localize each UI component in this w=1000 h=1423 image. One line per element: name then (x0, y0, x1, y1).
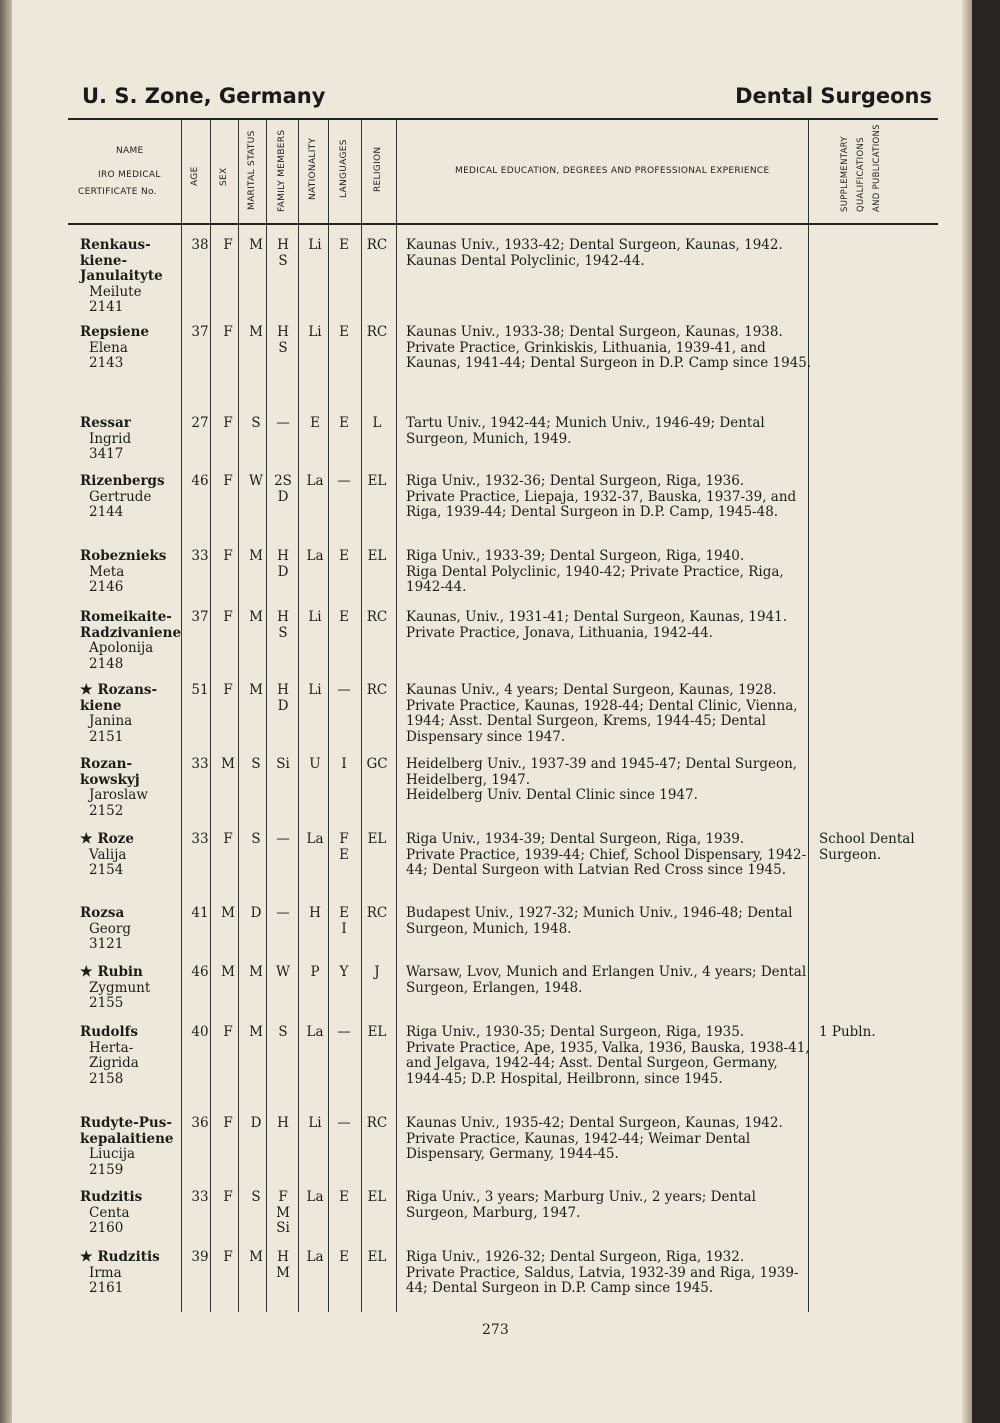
education-cell (406, 610, 812, 641)
age-cell: 27 (191, 415, 209, 431)
family-cell: W (276, 964, 290, 980)
languages-cell: — (337, 1115, 351, 1131)
certificate-number: 2159 (89, 1161, 124, 1178)
star-icon: ★ (80, 964, 98, 980)
family-cell: 2S D (274, 473, 292, 505)
education-cell (406, 416, 812, 447)
family-cell: H S (277, 324, 289, 356)
education-cell (406, 832, 812, 879)
religion-cell: RC (366, 609, 388, 625)
religion-cell: EL (367, 1249, 387, 1265)
education-line: Kaunas, Univ., 1931-41; Dental Surgeon, Kaunas, 1941. (406, 609, 788, 625)
surname-line: Rudzitis (80, 1189, 143, 1205)
family-cell: Si (276, 756, 290, 772)
name-cell (80, 474, 188, 521)
name-cell (80, 1116, 188, 1178)
languages-cell: E I (339, 905, 349, 937)
education-line: Budapest Univ., 1927-32; Munich Univ., 1946-48; Dental Surgeon, Munich, 1948. (406, 905, 793, 937)
given-name: Georg (89, 920, 131, 937)
name-cell (80, 757, 188, 819)
surname-line: kowskyj (80, 771, 140, 788)
col-head-supp-3: AND PUBLICATIONS (872, 124, 882, 212)
education-line: Private Practice, Liepaja, 1932-37, Bauska, 1937-39, and Riga, 1939-44; Dental Surgeon in D.P. Camp, 1945-48. (406, 488, 797, 520)
certificate-number: 2151 (89, 728, 124, 745)
certificate-number: 2143 (89, 355, 124, 371)
given-name: Janina (89, 713, 133, 729)
sex-cell: M (221, 964, 235, 980)
religion-cell: J (374, 964, 380, 980)
given-name: Ingrid (89, 430, 132, 447)
nationality-cell: P (310, 964, 320, 980)
marital-cell: M (249, 964, 263, 980)
education-cell (406, 1025, 812, 1087)
education-line: Riga Univ., 1934-39; Dental Surgeon, Riga, 1939. (406, 831, 745, 847)
certificate-number: 2148 (89, 655, 124, 672)
religion-cell: L (372, 415, 382, 431)
education-cell (406, 1190, 812, 1221)
family-cell: H D (277, 682, 289, 714)
age-cell: 33 (191, 548, 209, 564)
education-line: Riga Dental Polyclinic, 1940-42; Private Practice, Riga, 1942-44. (406, 563, 784, 595)
languages-cell: E (339, 1249, 349, 1265)
education-line: Riga Univ., 1933-39; Dental Surgeon, Riga, 1940. (406, 548, 745, 564)
star-icon: ★ (80, 831, 98, 847)
education-line: Private Practice, Jonava, Lithuania, 1942-44. (406, 624, 713, 641)
col-head-religion: RELIGION (373, 146, 383, 192)
marital-cell: D (250, 1115, 262, 1131)
languages-cell: — (337, 473, 351, 489)
languages-cell: — (337, 682, 351, 698)
religion-cell: RC (366, 1115, 388, 1131)
certificate-number: 2144 (89, 504, 124, 520)
education-line: Kaunas Univ., 1933-42; Dental Surgeon, Kaunas, 1942. (406, 237, 783, 253)
sex-cell: F (223, 1024, 233, 1040)
religion-cell: RC (366, 682, 388, 698)
certificate-number: 2158 (89, 1070, 124, 1087)
document-page (12, 0, 972, 1423)
education-cell (406, 683, 812, 745)
family-cell: F M Si (276, 1189, 290, 1236)
education-line: Warsaw, Lvov, Munich and Erlangen Univ., 4 years; Dental Surgeon, Erlangen, 1948. (406, 964, 807, 996)
name-cell (80, 325, 188, 372)
education-cell (406, 757, 812, 804)
education-cell (406, 474, 812, 521)
education-cell (406, 549, 812, 596)
marital-cell: M (249, 1024, 263, 1040)
name-cell (80, 906, 188, 953)
age-cell: 37 (191, 609, 209, 625)
education-line: Riga Univ., 1932-36; Dental Surgeon, Riga, 1936. (406, 473, 745, 489)
col-head-sex: SEX (219, 167, 229, 186)
given-name: Jaroslaw (89, 787, 148, 803)
certificate-number: 2141 (89, 299, 124, 315)
education-line: Private Practice, Kaunas, 1942-44; Weimar Dental Dispensary, Germany, 1944-45. (406, 1130, 751, 1162)
age-cell: 39 (191, 1249, 209, 1265)
surname-line: Rudyte-Pus- (80, 1115, 172, 1131)
sex-cell: F (223, 831, 233, 847)
sex-cell: F (223, 473, 233, 489)
surname-line: ★ Rozans- (80, 682, 158, 698)
surname-line: ★ Rubin (80, 964, 143, 980)
family-cell: — (276, 831, 290, 847)
surname-line: Rizenbergs (80, 473, 165, 489)
col-head-supp-1: SUPPLEMENTARY (840, 136, 850, 212)
certificate-number: 2155 (89, 995, 124, 1011)
surname-line: Robeznieks (80, 548, 167, 564)
col-head-name: NAME (116, 146, 144, 156)
certificate-number: 3417 (89, 446, 124, 462)
education-line: Riga Univ., 3 years; Marburg Univ., 2 years; Dental Surgeon, Marburg, 1947. (406, 1189, 756, 1221)
sex-cell: F (223, 1189, 233, 1205)
col-head-supp-2: QUALIFICATIONS (856, 137, 866, 212)
surname-line: ★ Rudzitis (80, 1249, 160, 1265)
surname-line: kiene (80, 697, 122, 714)
page-edge (962, 0, 972, 1423)
family-cell: H (277, 1115, 289, 1131)
education-cell (406, 238, 812, 269)
surname-line: Repsiene (80, 324, 149, 340)
age-cell: 38 (191, 237, 209, 253)
education-line: Private Practice, Ape, 1935, Valka, 1936, Bauska, 1938-41, and Jelgava, 1942-44; Asst. Dental Surgeon, Germany, 1944-45; D.P. Hospital, Heilbronn, since 1945. (406, 1039, 810, 1087)
religion-cell: GC (366, 756, 388, 772)
age-cell: 33 (191, 1189, 209, 1205)
name-cell (80, 832, 188, 879)
marital-cell: M (249, 682, 263, 698)
education-line: Private Practice, Kaunas, 1928-44; Dental Clinic, Vienna, 1944; Asst. Dental Surgeon, Krems, 1944-45; Dental Dispensary since 1947. (406, 697, 798, 745)
education-line: Kaunas Univ., 1933-38; Dental Surgeon, Kaunas, 1938. (406, 324, 783, 340)
star-icon: ★ (80, 1249, 98, 1265)
marital-cell: M (249, 324, 263, 340)
nationality-cell: Li (308, 682, 322, 698)
col-divider (396, 120, 397, 1312)
col-divider (238, 120, 239, 1312)
sex-cell: F (223, 1115, 233, 1131)
surname-line: Rudolfs (80, 1024, 139, 1040)
religion-cell: EL (367, 831, 387, 847)
marital-cell: S (251, 1189, 261, 1205)
certificate-number: 2161 (89, 1280, 124, 1296)
religion-cell: EL (367, 548, 387, 564)
age-cell: 46 (191, 964, 209, 980)
name-cell (80, 416, 188, 463)
marital-cell: S (251, 831, 261, 847)
marital-cell: S (251, 415, 261, 431)
given-name: Meta (89, 563, 125, 580)
given-name: Valija (89, 846, 127, 863)
education-line: Heidelberg Univ. Dental Clinic since 1947. (406, 787, 698, 803)
religion-cell: EL (367, 1024, 387, 1040)
sex-cell: M (221, 905, 235, 921)
surname-line: Renkaus- (80, 237, 151, 253)
education-line: Kaunas Dental Polyclinic, 1942-44. (406, 252, 645, 269)
education-line: Kaunas Univ., 1935-42; Dental Surgeon, Kaunas, 1942. (406, 1115, 783, 1131)
education-line: Private Practice, Saldus, Latvia, 1932-39 and Riga, 1939-44; Dental Surgeon in D.P. Camp since 1945. (406, 1264, 799, 1296)
surname-line: Janulaityte (80, 268, 163, 284)
languages-cell: E (339, 609, 349, 625)
languages-cell: E (339, 415, 349, 431)
age-cell: 36 (191, 1115, 209, 1131)
name-cell (80, 965, 188, 1012)
languages-cell: I (341, 756, 347, 772)
name-cell (80, 1190, 188, 1237)
marital-cell: S (251, 756, 261, 772)
given-name: Meilute (89, 283, 142, 300)
name-cell (80, 238, 188, 316)
languages-cell: E (339, 324, 349, 340)
marital-cell: W (249, 473, 263, 489)
religion-cell: EL (367, 1189, 387, 1205)
surname-line: kepalaitiene (80, 1130, 174, 1147)
religion-cell: RC (366, 324, 388, 340)
languages-cell: E (339, 237, 349, 253)
sex-cell: F (223, 415, 233, 431)
education-line: Private Practice, 1939-44; Chief, School Dispensary, 1942-44; Dental Surgeon with Latvian Red Cross since 1945. (406, 846, 807, 878)
col-head-marital: MARITAL STATUS (247, 130, 257, 210)
certificate-number: 2160 (89, 1220, 124, 1236)
running-header-right: Dental Surgeons (735, 84, 932, 108)
religion-cell: RC (366, 905, 388, 921)
nationality-cell: La (306, 1024, 324, 1040)
sex-cell: M (221, 756, 235, 772)
education-line: Tartu Univ., 1942-44; Munich Univ., 1946-49; Dental Surgeon, Munich, 1949. (406, 415, 765, 447)
education-cell (406, 1250, 812, 1297)
col-divider (266, 120, 267, 1312)
education-line: Private Practice, Grinkiskis, Lithuania, 1939-41, and Kaunas, 1941-44; Dental Surgeon in D.P. Camp since 1945. (406, 339, 812, 371)
given-name: Irma (89, 1264, 122, 1281)
age-cell: 33 (191, 831, 209, 847)
surname-line: Rozsa (80, 905, 125, 921)
name-cell (80, 683, 188, 745)
nationality-cell: E (310, 415, 320, 431)
age-cell: 46 (191, 473, 209, 489)
sex-cell: F (223, 237, 233, 253)
given-name: Elena (89, 339, 128, 356)
col-head-nationality: NATIONALITY (308, 137, 318, 200)
certificate-number: 2152 (89, 802, 124, 819)
given-name: Gertrude (89, 488, 152, 505)
nationality-cell: Li (308, 237, 322, 253)
religion-cell: RC (366, 237, 388, 253)
sex-cell: F (223, 548, 233, 564)
nationality-cell: Li (308, 609, 322, 625)
marital-cell: D (250, 905, 262, 921)
sex-cell: F (223, 324, 233, 340)
languages-cell: Y (339, 964, 349, 980)
col-divider (210, 120, 211, 1312)
nationality-cell: La (306, 1189, 324, 1205)
family-cell: S (278, 1024, 288, 1040)
supplementary-cell: School Dental Surgeon. (819, 831, 915, 863)
col-head-family: FAMILY MEMBERS (277, 129, 287, 212)
name-cell (80, 1025, 188, 1087)
education-cell (406, 965, 812, 996)
certificate-number: 3121 (89, 936, 124, 952)
family-cell: H S (277, 237, 289, 269)
certificate-number: 2154 (89, 862, 124, 878)
family-cell: — (276, 905, 290, 921)
nationality-cell: La (306, 1249, 324, 1265)
languages-cell: — (337, 1024, 351, 1040)
surname-line: Rozan- (80, 756, 133, 772)
family-cell: H S (277, 609, 289, 641)
age-cell: 40 (191, 1024, 209, 1040)
page-number: 273 (482, 1322, 509, 1338)
education-line: Riga Univ., 1930-35; Dental Surgeon, Riga, 1935. (406, 1024, 745, 1040)
given-name: Herta- Zigrida (89, 1039, 139, 1071)
languages-cell: E (339, 1189, 349, 1205)
marital-cell: M (249, 237, 263, 253)
family-cell: H M (276, 1249, 290, 1281)
name-cell (80, 610, 188, 672)
education-line: Riga Univ., 1926-32; Dental Surgeon, Riga, 1932. (406, 1249, 745, 1265)
age-cell: 51 (191, 682, 209, 698)
marital-cell: M (249, 548, 263, 564)
education-line: Heidelberg Univ., 1937-39 and 1945-47; Dental Surgeon, Heidelberg, 1947. (406, 756, 798, 788)
col-divider (361, 120, 362, 1312)
surname-line: ★ Roze (80, 831, 134, 847)
sex-cell: F (223, 1249, 233, 1265)
given-name: Apolonija (89, 640, 154, 656)
nationality-cell: La (306, 831, 324, 847)
surname-line: Radzivaniene (80, 624, 182, 641)
sex-cell: F (223, 609, 233, 625)
nationality-cell: U (309, 756, 321, 772)
star-icon: ★ (80, 682, 98, 698)
marital-cell: M (249, 609, 263, 625)
age-cell: 37 (191, 324, 209, 340)
family-cell: H D (277, 548, 289, 580)
age-cell: 41 (191, 905, 209, 921)
education-cell (406, 906, 812, 937)
nationality-cell: H (309, 905, 321, 921)
col-divider (328, 120, 329, 1312)
col-divider (298, 120, 299, 1312)
surname-line: kiene- (80, 252, 128, 269)
nationality-cell: La (306, 473, 324, 489)
nationality-cell: La (306, 548, 324, 564)
marital-cell: M (249, 1249, 263, 1265)
col-head-education: MEDICAL EDUCATION, DEGREES AND PROFESSIONAL EXPERIENCE (455, 166, 770, 176)
name-cell (80, 549, 188, 596)
age-cell: 33 (191, 756, 209, 772)
religion-cell: EL (367, 473, 387, 489)
given-name: Liucija (89, 1146, 136, 1162)
nationality-cell: Li (308, 1115, 322, 1131)
col-head-iro: IRO MEDICAL (98, 170, 161, 180)
given-name: Zygmunt (89, 979, 151, 996)
education-cell (406, 1116, 812, 1163)
running-header-left: U. S. Zone, Germany (82, 84, 326, 108)
surname-line: Ressar (80, 415, 131, 431)
col-head-languages: LANGUAGES (339, 139, 349, 198)
languages-cell: F E (339, 831, 349, 863)
col-head-cert: CERTIFICATE No. (78, 187, 157, 197)
col-head-age: AGE (190, 166, 200, 186)
languages-cell: E (339, 548, 349, 564)
surname-line: Romeikaite- (80, 609, 172, 625)
supplementary-cell: 1 Publn. (819, 1024, 876, 1040)
education-line: Kaunas Univ., 4 years; Dental Surgeon, Kaunas, 1928. (406, 682, 777, 698)
given-name: Centa (89, 1204, 130, 1221)
education-cell (406, 325, 812, 372)
family-cell: — (276, 415, 290, 431)
sex-cell: F (223, 682, 233, 698)
nationality-cell: Li (308, 324, 322, 340)
name-cell (80, 1250, 188, 1297)
certificate-number: 2146 (89, 579, 124, 595)
